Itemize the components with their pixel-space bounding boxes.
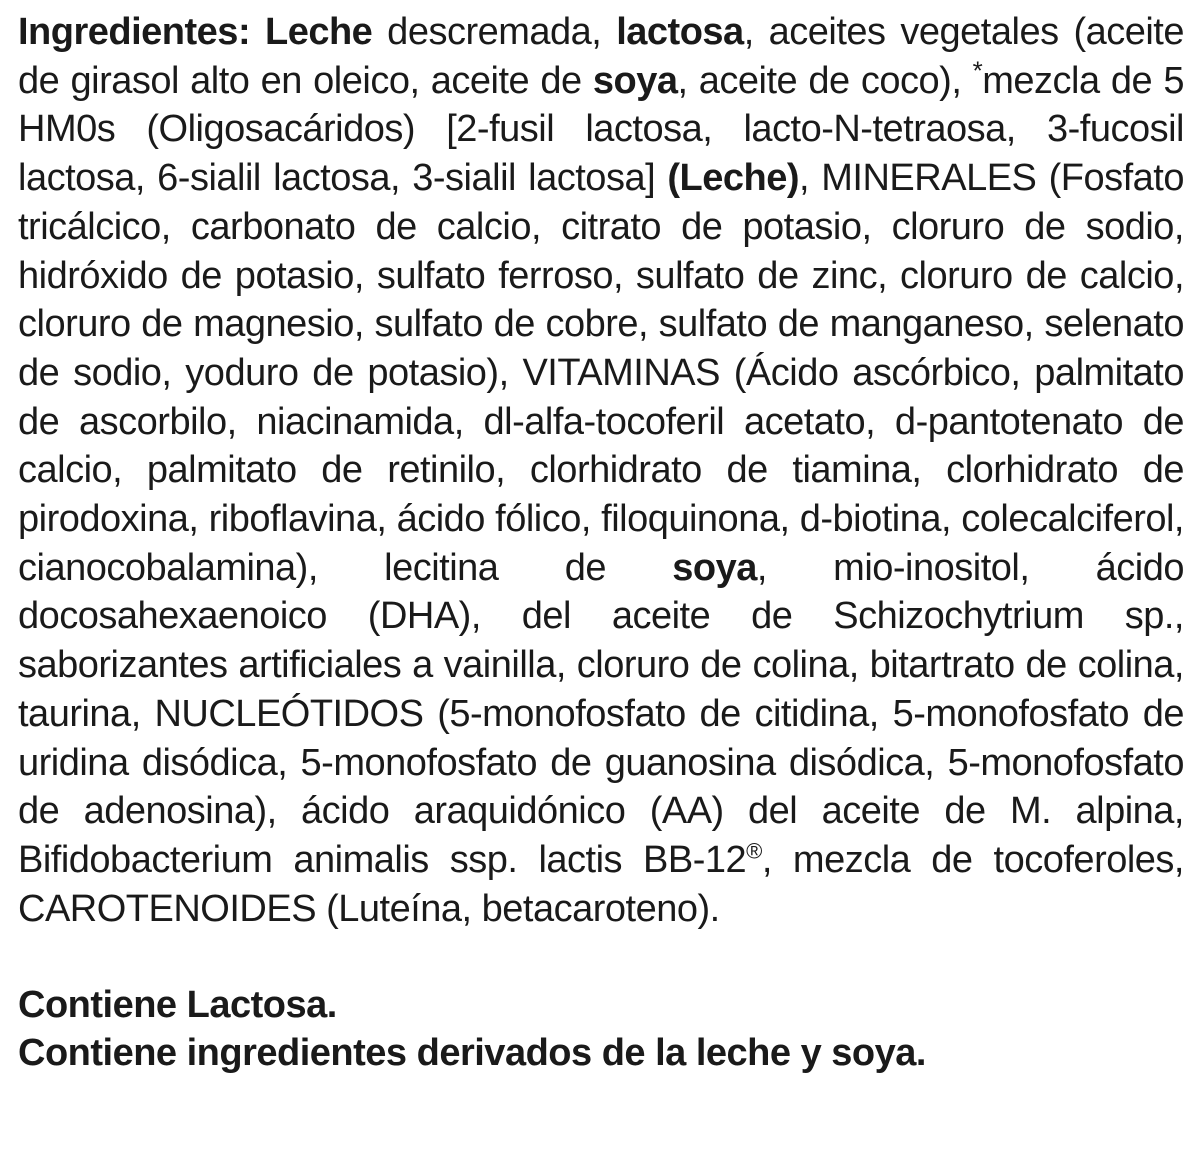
allergen-statement xyxy=(18,981,1184,1077)
ingredients-text: , aceite de coco), xyxy=(677,59,973,102)
ingredients-text: , aceites vegetales (aceite de girasol alto en oleico, aceite de xyxy=(18,11,1184,102)
ingredients-text: descremada, xyxy=(372,11,617,53)
allergen-soy: soya xyxy=(672,546,757,589)
ingredients-label xyxy=(18,8,1184,1077)
allergen-milk: (Leche) xyxy=(667,157,799,200)
ingredients-text: , mio-inositol, ácido docosahexaenoico (DHA), del aceite de Schizochytrium sp., saborizantes artificiales a vainilla, cloruro de colina, bitartrato de colina, taurina, NUCLEÓTIDOS (5-monofosfato de citidina, 5-monofosfato de uridina disódica, 5-monofosfato de guanosina disódica, 5-monofosfato de adenosina), ácido araquidónico (AA) del aceite de M. alpina, Bifidobacterium animalis ssp. lactis BB-12 xyxy=(18,546,1185,881)
ingredients-heading: Ingredientes: xyxy=(18,11,251,53)
allergen-soy: soya xyxy=(592,59,678,102)
asterisk-mark: * xyxy=(972,55,983,86)
allergen-milk: Leche xyxy=(264,11,373,53)
ingredients-text: , mezcla de tocoferoles, CAROTENOIDES (Luteína, betacaroteno). xyxy=(18,838,1184,930)
ingredients-text: mezcla de 5 HM0s (Oligosacáridos) [2-fusil lactosa, lacto-N-tetraosa, 3-fucosil lactosa, 6-sialil lactosa, 3-sialil lactosa] xyxy=(18,59,1184,200)
allergen-line-lactose: Contiene Lactosa. xyxy=(18,984,337,1027)
ingredients-paragraph xyxy=(18,8,1184,933)
registered-mark: ® xyxy=(746,838,762,864)
allergen-lactose: lactosa xyxy=(616,11,744,53)
allergen-line-milk-soy: Contiene ingredientes derivados de la leche y soya. xyxy=(18,1032,926,1075)
ingredients-text: , MINERALES (Fosfato tricálcico, carbonato de calcio, citrato de potasio, cloruro de sodio, hidróxido de potasio, sulfato ferroso, sulfato de zinc, cloruro de calcio, cloruro de magnesio, sulfato de cobre, sulfato de manganeso, selenato de sodio, yoduro de potasio), VITAMINAS (Ácido ascórbico, palmitato de ascorbilo, niacinamida, dl-alfa-tocoferil acetato, d-pantotenato de calcio, palmitato de retinilo, clorhidrato de tiamina, clorhidrato de pirodoxina, riboflavina, ácido fólico, filoquinona, d-biotina, colecalciferol, cianocobalamina), lecitina de xyxy=(18,157,1184,589)
